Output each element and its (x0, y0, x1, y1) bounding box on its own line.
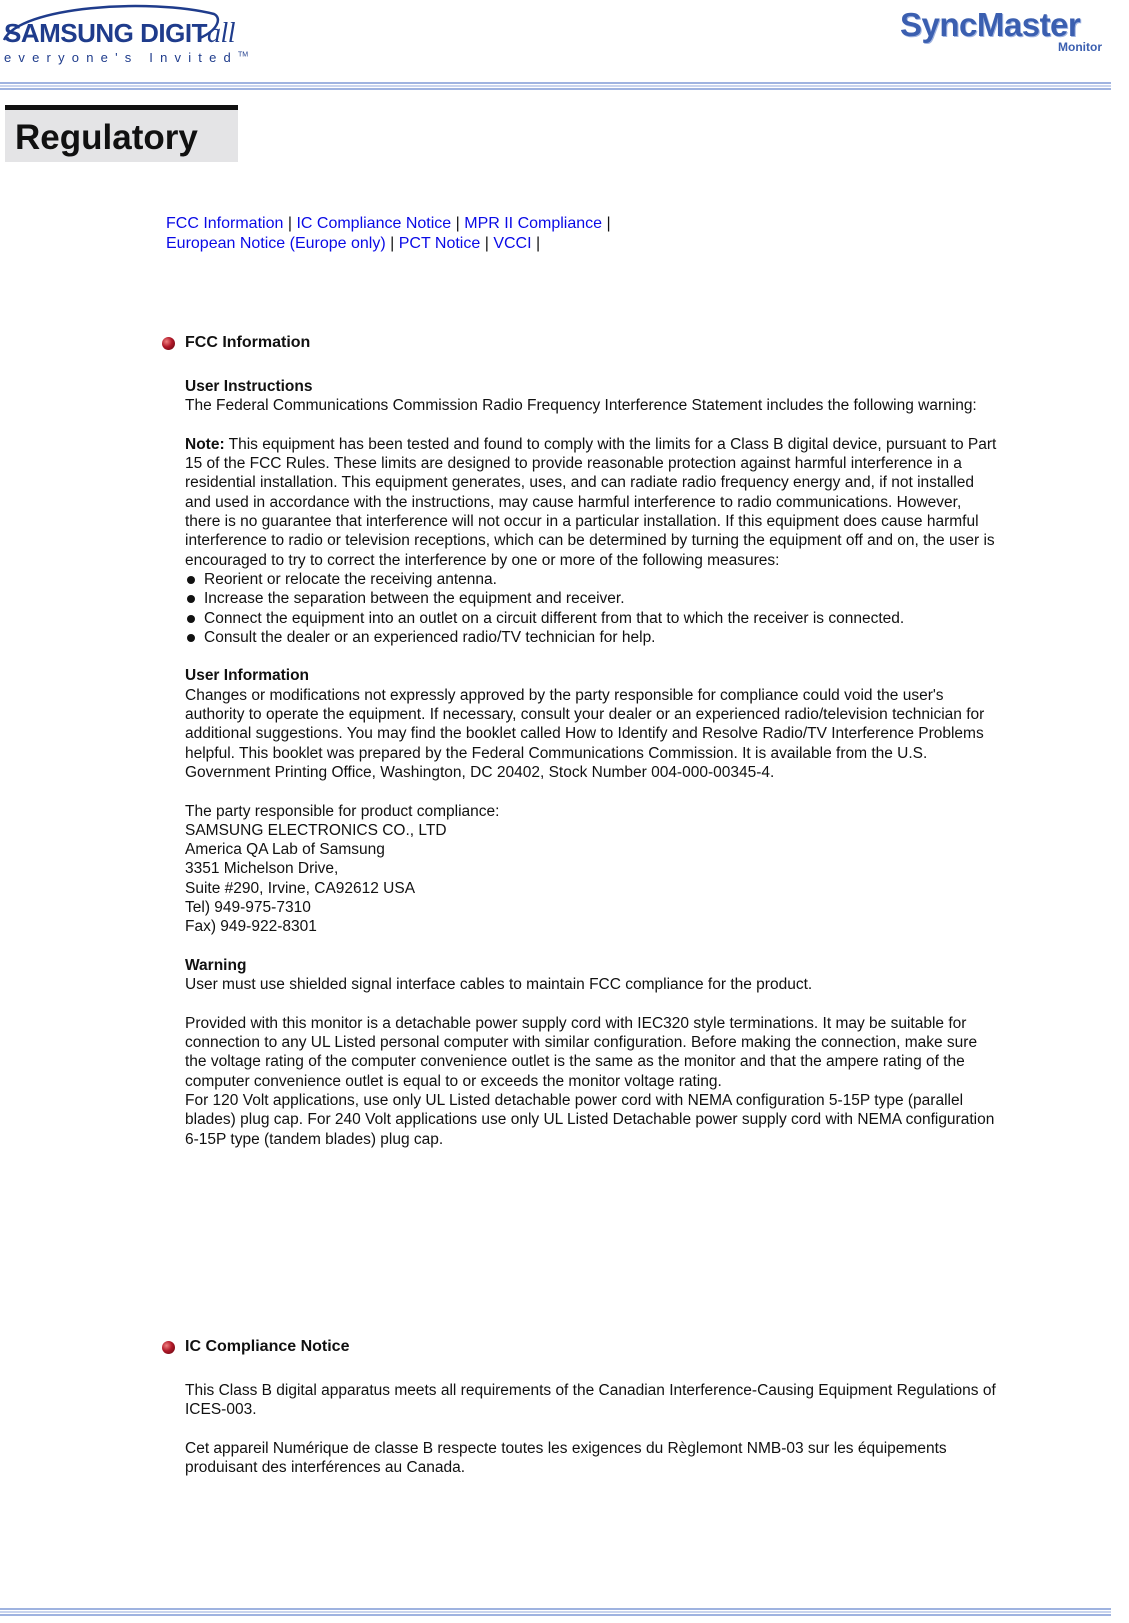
party-line: America QA Lab of Samsung (185, 841, 385, 859)
nav-link-ic[interactable]: IC Compliance Notice (296, 215, 452, 232)
nav-separator: | (484, 235, 489, 252)
nav-link-european[interactable]: European Notice (Europe only) (166, 235, 386, 252)
party-line: 3351 Michelson Drive, (185, 860, 339, 878)
page-title-box (5, 105, 238, 162)
fcc-section (160, 333, 1000, 1148)
syncmaster-logo (898, 6, 1106, 56)
party-line: Suite #290, Irvine, CA92612 USA (185, 879, 416, 897)
nav-link-mpr[interactable]: MPR II Compliance (464, 215, 603, 232)
nav-separator: | (390, 235, 395, 252)
ic-section-title: IC Compliance Notice (185, 1338, 350, 1355)
ic-section (160, 1337, 1000, 1477)
fcc-note (185, 435, 1000, 570)
nav-link-pct[interactable]: PCT Notice (398, 235, 481, 252)
list-item: Connect the equipment into an outlet on a circuit different from that to which the receiver is connected. (185, 609, 1000, 628)
note-text: This equipment has been tested and found to comply with the limits for a Class B digital device, pursuant to Part 15 of the FCC Rules. These limits are designed to provide reasonable protection against harmful interference in a residential installation. This equipment generates, uses, and can radiate radio frequency energy and, if not installed and used in accordance with the instructions, may cause harmful interference to radio communications. However, there is no guarantee that interference will not occur in a particular installation. If this equipment does cause harmful interference to radio or television receptions, which can be determined by turning the equipment off and on, the user is encouraged to try to correct the interference by one or more of the following measures: (185, 435, 997, 569)
nav-separator: | (455, 215, 460, 232)
list-item: Reorient or relocate the receiving antenna. (185, 570, 1000, 589)
user-instructions (185, 377, 1000, 416)
nav-link-fcc[interactable]: FCC Information (166, 215, 284, 232)
party-line: SAMSUNG ELECTRONICS CO., LTD (185, 821, 447, 839)
samsung-logo (0, 0, 249, 72)
note-label: Note: (185, 435, 225, 453)
user-instructions-text: The Federal Communications Commission Radio Frequency Interference Statement includes the following warning: (185, 397, 977, 415)
user-information (185, 666, 1000, 782)
samsung-brand: SAMSUNG DIGITall (4, 18, 236, 49)
warning-text: User must use shielded signal interface cables to maintain FCC compliance for the product. (185, 976, 813, 994)
syncmaster-sub: Monitor (1058, 40, 1102, 54)
party-line: Tel) 949-975-7310 (185, 899, 311, 917)
measures-list (185, 570, 1000, 647)
list-item: Increase the separation between the equipment and receiver. (185, 589, 1000, 608)
nav-link-vcci[interactable]: VCCI (493, 235, 532, 252)
party-line: The party responsible for product compliance: (185, 802, 500, 820)
syncmaster-name: SyncMaster (900, 6, 1081, 43)
header-rule (0, 82, 1111, 93)
nav-separator: | (606, 215, 611, 232)
user-instructions-heading: User Instructions (185, 378, 313, 395)
page-title: Regulatory (15, 118, 198, 157)
ic-text-fr: Cet appareil Numérique de classe B respecte toutes les exigences du Règlemont NMB-03 sur les équipements produisant des interférences au Canada. (185, 1439, 947, 1477)
samsung-tagline: everyone's Invited™ (4, 50, 249, 65)
fcc-section-title: FCC Information (185, 334, 311, 351)
ic-text-en: This Class B digital apparatus meets all requirements of the Canadian Interference-Causing Equipment Regulations of ICES-003. (185, 1382, 996, 1419)
red-bullet-icon (162, 337, 175, 350)
power-text-2: For 120 Volt applications, use only UL Listed detachable power cord with NEMA configuration 5-15P type (parallel blades) plug cap. For 240 Volt applications use only UL Listed Detachable power supply cord with NEMA configuration 6-15P type (tandem blades) plug cap. (185, 1091, 995, 1148)
user-information-text: Changes or modifications not expressly approved by the party responsible for compliance could void the user's authority to operate the equipment. If necessary, consult your dealer or an experienced radio/television technician for additional suggestions. You may find the booklet called How to Identify and Resolve Radio/TV Interference Problems helpful. This booklet was prepared by the Federal Communications Commission. It is available from the U.S. Government Printing Office, Washington, DC 20402, Stock Number 004-000-00345-4. (185, 686, 985, 781)
party-line: Fax) 949-922-8301 (185, 918, 317, 936)
red-bullet-icon (162, 1341, 175, 1354)
nav-separator: | (536, 235, 541, 252)
power-cord-info (185, 1014, 1000, 1149)
user-information-heading: User Information (185, 667, 310, 685)
nav-separator: | (287, 215, 292, 232)
power-text-1: Provided with this monitor is a detachable power supply cord with IEC320 style terminations. It may be suitable for connection to any UL Listed personal computer with similar configuration. Before making the connection, make sure the voltage rating of the computer convenience outlet is the same as the monitor and that the ampere rating of the computer convenience outlet is equal to or exceeds the monitor voltage rating. (185, 1014, 978, 1090)
footer-rule (0, 1608, 1111, 1619)
section-nav (166, 214, 611, 254)
warning-heading: Warning (185, 956, 247, 974)
responsible-party (185, 802, 1000, 937)
warning (185, 956, 1000, 995)
list-item: Consult the dealer or an experienced radio/TV technician for help. (185, 628, 1000, 647)
